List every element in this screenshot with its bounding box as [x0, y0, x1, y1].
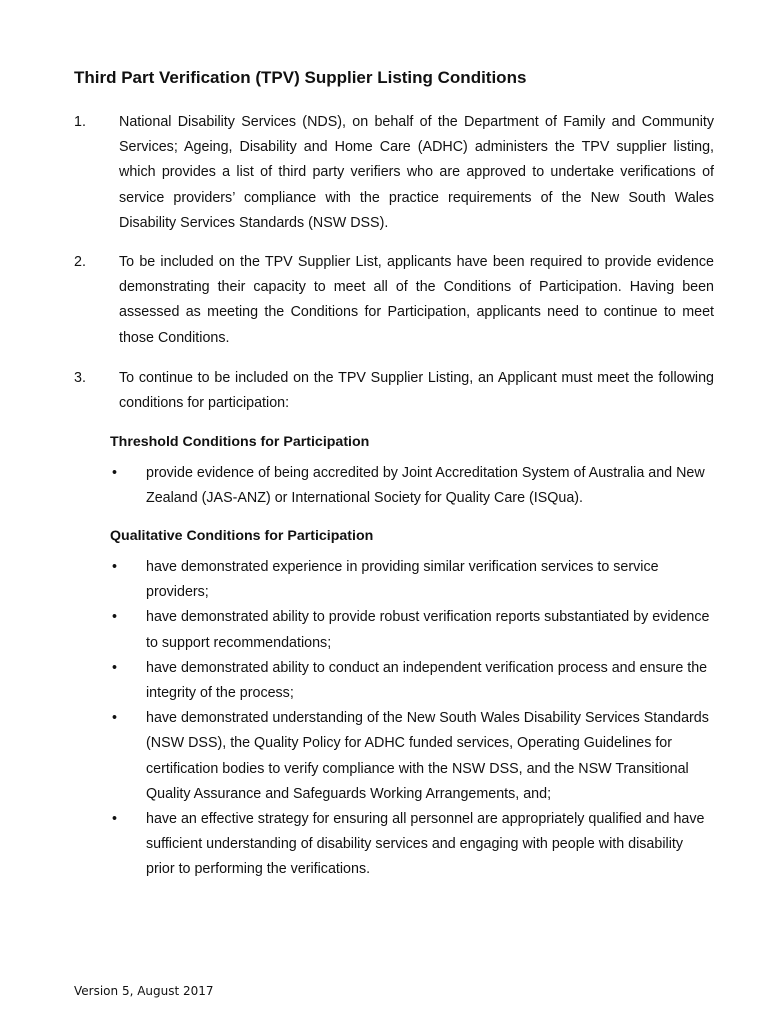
- bullet-icon: •: [112, 811, 118, 828]
- list-item: [110, 706, 714, 807]
- item-number: 3.: [74, 370, 86, 386]
- list-item: [110, 656, 714, 706]
- bullet-icon: •: [112, 659, 118, 676]
- list-item: [110, 807, 714, 883]
- bullet-icon: •: [112, 609, 118, 626]
- threshold-list: [110, 461, 714, 511]
- numbered-item-2: [74, 250, 714, 351]
- qualitative-list: [110, 555, 714, 883]
- numbered-item-1: [74, 110, 714, 236]
- list-item: [110, 461, 714, 511]
- threshold-heading: Threshold Conditions for Participation: [110, 434, 370, 450]
- bullet-icon: •: [112, 710, 118, 727]
- list-item-text: provide evidence of being accredited by Joint Accreditation System of Australia and New Zealand (JAS-ANZ) or International Society for Quality Care (ISQua).: [146, 465, 705, 507]
- list-item-text: have an effective strategy for ensuring all personnel are appropriately qualified and have sufficient understanding of disability services and engaging with people with disability prior to performing the verifications.: [146, 811, 705, 878]
- list-item: [110, 605, 714, 655]
- list-item-text: have demonstrated ability to provide robust verification reports substantiated by evidence to support recommendations;: [146, 609, 710, 651]
- item-text: To be included on the TPV Supplier List, applicants have been required to provide evidence demonstrating their capacity to meet all of the Conditions of Participation. Having been assessed as meeting the Conditions for Participation, applicants need to continue to meet those Conditions.: [119, 254, 714, 346]
- list-item-text: have demonstrated understanding of the New South Wales Disability Services Standards (NSW DSS), the Quality Policy for ADHC funded services, Operating Guidelines for certification bodies to verify compliance with the NSW DSS, and the NSW Transitional Quality Assurance and Safeguards Working Arrangements, and;: [146, 710, 709, 802]
- qualitative-heading: Qualitative Conditions for Participation: [110, 528, 374, 544]
- list-item: [110, 555, 714, 605]
- item-text: National Disability Services (NDS), on behalf of the Department of Family and Community Services; Ageing, Disability and Home Care (ADHC) administers the TPV supplier listing, which provides a list of third party verifiers who are approved to undertake verifications of service providers’ compliance with the practice requirements of the New South Wales Disability Services Standards (NSW DSS).: [119, 114, 714, 231]
- bullet-icon: •: [112, 559, 118, 575]
- item-text: To continue to be included on the TPV Supplier Listing, an Applicant must meet the following conditions for participation:: [119, 370, 714, 412]
- item-number: 2.: [74, 254, 86, 270]
- page-footer: Version 5, August 2017: [74, 984, 214, 998]
- item-number: 1.: [74, 114, 86, 130]
- list-item-text: have demonstrated experience in providing similar verification services to service providers;: [146, 559, 659, 601]
- page-title: Third Part Verification (TPV) Supplier Listing Conditions: [74, 68, 527, 87]
- list-item-text: have demonstrated ability to conduct an independent verification process and ensure the integrity of the process;: [146, 659, 708, 702]
- bullet-icon: •: [112, 465, 118, 481]
- numbered-item-3: [74, 366, 714, 416]
